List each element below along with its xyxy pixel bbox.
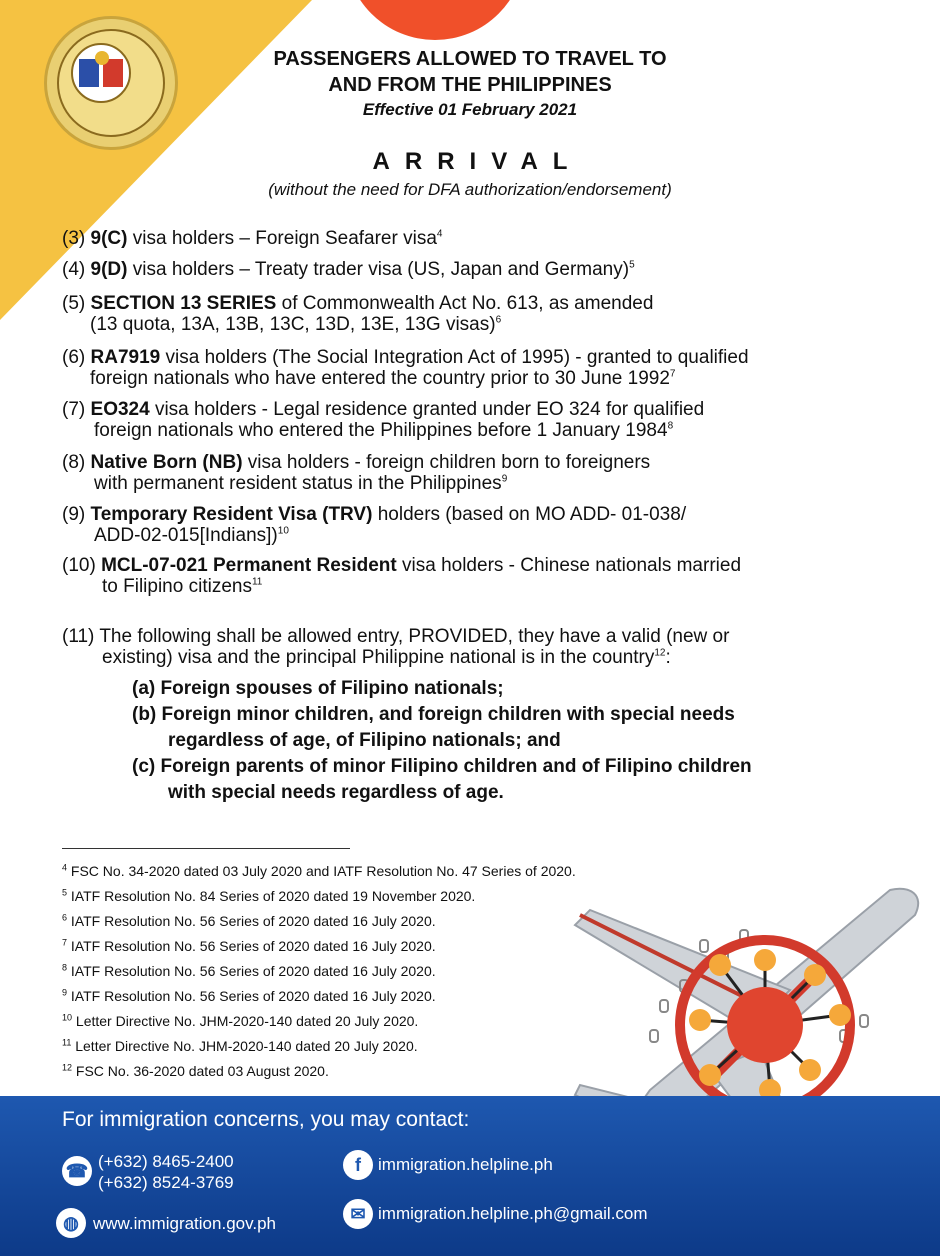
phone-2[interactable]: (+632) 8524-3769: [98, 1173, 234, 1192]
list-item: (4) 9(D) visa holders – Treaty trader visa (US, Japan and Germany)$^5$: [62, 259, 635, 280]
footnote: $^{10}$ Letter Directive No. JHM-2020-140 dated 20 July 2020.: [62, 1012, 419, 1029]
phone-numbers: [98, 1151, 234, 1193]
sub-item: (b) Foreign minor children, and foreign children with special needs regardless of age, of Filipino nationals; and: [132, 704, 735, 751]
phone-1[interactable]: (+632) 8465-2400: [98, 1152, 234, 1171]
facebook-icon: f: [343, 1150, 373, 1180]
list-item: (10) MCL-07-021 Permanent Resident visa holders - Chinese nationals married to Filipino citizens$^{11}$: [62, 555, 742, 597]
list-item: (5) SECTION 13 SERIES of Commonwealth Act No. 613, as amended (13 quota, 13A, 13B, 13C, 13D, 13E, 13G visas)$^6$: [62, 293, 654, 335]
orange-circle-shape: [345, 0, 525, 40]
footnote: $^6$ IATF Resolution No. 56 Series of 2020 dated 16 July 2020.: [62, 912, 436, 929]
footer-title: For immigration concerns, you may contact:: [62, 1108, 470, 1131]
effective-date: Effective 01 February 2021: [362, 100, 578, 119]
footnote: $^7$ IATF Resolution No. 56 Series of 2020 dated 16 July 2020.: [62, 937, 436, 954]
list-item: (7) EO324 visa holders - Legal residence granted under EO 324 for qualified foreign nationals who entered the Philippines before 1 January 1984$^8$: [62, 399, 705, 441]
section-heading: ARRIVAL: [372, 148, 583, 175]
section-note: (without the need for DFA authorization/endorsement): [268, 180, 672, 199]
footnote: $^4$ FSC No. 34-2020 dated 03 July 2020 and IATF Resolution No. 47 Series of 2020.: [62, 862, 576, 879]
email-icon: ✉: [343, 1199, 373, 1229]
facebook-link[interactable]: immigration.helpline.ph: [378, 1155, 553, 1174]
list-item: (6) RA7919 visa holders (The Social Integration Act of 1995) - granted to qualified foreign nationals who have entered the country prior to 30 June 1992$^7$: [62, 347, 749, 389]
footnote-divider: [62, 848, 350, 849]
footnote: $^8$ IATF Resolution No. 56 Series of 2020 dated 16 July 2020.: [62, 962, 436, 979]
contact-footer: [0, 1096, 940, 1256]
footnote: $^9$ IATF Resolution No. 56 Series of 2020 dated 16 July 2020.: [62, 987, 436, 1004]
sub-item: (c) Foreign parents of minor Filipino children and of Filipino children with special needs regardless of age.: [132, 756, 752, 803]
footnote: $^5$ IATF Resolution No. 84 Series of 2020 dated 19 November 2020.: [62, 887, 476, 904]
phone-icon: ☎: [62, 1156, 92, 1186]
footnote: $^{11}$ Letter Directive No. JHM-2020-140 dated 20 July 2020.: [62, 1037, 418, 1054]
list-item: (8) Native Born (NB) visa holders - foreign children born to foreigners with permanent resident status in the Philippines$^9$: [62, 452, 651, 494]
email-link[interactable]: immigration.helpline.ph@gmail.com: [378, 1204, 648, 1223]
website-link[interactable]: www.immigration.gov.ph: [93, 1214, 276, 1233]
sub-item: (a) Foreign spouses of Filipino nationals;: [132, 678, 504, 699]
item-11-intro: (11) The following shall be allowed entry, PROVIDED, they have a valid (new or existing) visa and the principal Philippine national is in the country$^{12}$:: [62, 626, 730, 668]
list-item: (9) Temporary Resident Visa (TRV) holders (based on MO ADD- 01-038/ ADD-02-015[Indians])$^{10}$: [62, 504, 687, 546]
footnote: $^{12}$ FSC No. 36-2020 dated 03 August 2020.: [62, 1062, 329, 1079]
globe-icon: ◍: [56, 1208, 86, 1238]
list-item: (3) 9(C) visa holders – Foreign Seafarer visa$^4$: [62, 228, 443, 249]
page-title: PASSENGERS ALLOWED TO TRAVEL TO AND FROM THE PHILIPPINES: [273, 48, 667, 96]
